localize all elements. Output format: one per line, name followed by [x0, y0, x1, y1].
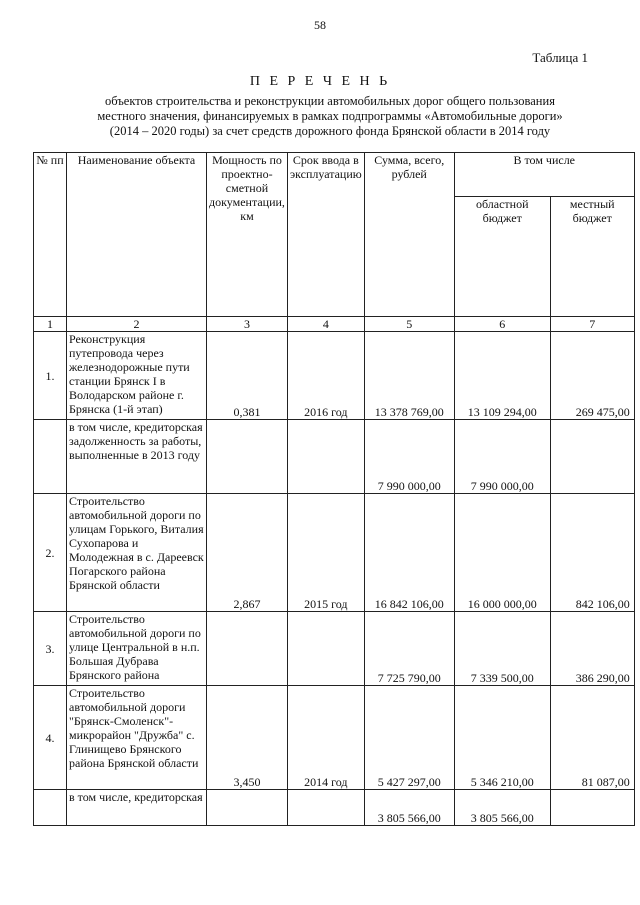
header-num: № пп	[34, 153, 67, 317]
row-name: в том числе, кредиторская задолженность за работы, выполненные в 2013 году	[67, 420, 207, 494]
row-total: 7 990 000,00	[364, 420, 454, 494]
row-local: 269 475,00	[550, 332, 634, 420]
row-local: 386 290,00	[550, 612, 634, 686]
column-index: 3	[207, 317, 288, 332]
row-total: 16 842 106,00	[364, 494, 454, 612]
subtitle-line: местного значения, финансируемых в рамках подпрограммы «Автомобильные дороги»	[97, 109, 563, 123]
row-total: 5 427 297,00	[364, 686, 454, 790]
row-regional: 7 339 500,00	[454, 612, 550, 686]
row-regional: 7 990 000,00	[454, 420, 550, 494]
column-index: 6	[454, 317, 550, 332]
row-name: Реконструкция путепровода через железнодорожные пути станции Брянск I в Володарском районе г. Брянска (1-й этап)	[67, 332, 207, 420]
column-index-row	[34, 317, 635, 332]
row-capacity: 3,450	[207, 686, 288, 790]
row-name: Строительство автомобильной дороги по улице Центральной в н.п. Большая Дубрава Брянского района	[67, 612, 207, 686]
header-capacity: Мощность по проектно-сметной документации, км	[207, 153, 288, 317]
column-index: 1	[34, 317, 67, 332]
row-local: 842 106,00	[550, 494, 634, 612]
row-total: 3 805 566,00	[364, 790, 454, 826]
row-num: 2.	[34, 494, 67, 612]
subtitle-line: объектов строительства и реконструкции автомобильных дорог общего пользования	[105, 94, 555, 108]
subtitle-line: (2014 – 2020 годы) за счет средств дорожного фонда Брянской области в 2014 году	[109, 124, 551, 138]
table-label: Таблица 1	[532, 50, 588, 65]
row-total: 7 725 790,00	[364, 612, 454, 686]
row-term	[287, 420, 364, 494]
column-index: 2	[67, 317, 207, 332]
column-index: 4	[287, 317, 364, 332]
row-total: 13 378 769,00	[364, 332, 454, 420]
row-regional: 16 000 000,00	[454, 494, 550, 612]
table-row	[34, 612, 635, 686]
row-capacity: 2,867	[207, 494, 288, 612]
row-num: 3.	[34, 612, 67, 686]
table-row	[34, 790, 635, 826]
header-local: местный бюджет	[550, 197, 634, 317]
header-including: В том числе	[454, 153, 634, 197]
row-term	[287, 790, 364, 826]
header-total: Сумма, всего, рублей	[364, 153, 454, 317]
table-row	[34, 686, 635, 790]
row-name: Строительство автомобильной дороги "Брянск-Смоленск"-микрорайон "Дружба" с. Глинищево Брянского района Брянской области	[67, 686, 207, 790]
row-num: 4.	[34, 686, 67, 790]
row-num: 1.	[34, 332, 67, 420]
row-name: в том числе, кредиторская	[67, 790, 207, 826]
header-term: Срок ввода в эксплуатацию	[287, 153, 364, 317]
row-num	[34, 420, 67, 494]
row-capacity	[207, 612, 288, 686]
row-term: 2016 год	[287, 332, 364, 420]
row-term: 2015 год	[287, 494, 364, 612]
column-index: 7	[550, 317, 634, 332]
row-regional: 5 346 210,00	[454, 686, 550, 790]
column-index: 5	[364, 317, 454, 332]
row-regional: 13 109 294,00	[454, 332, 550, 420]
objects-table	[33, 152, 635, 826]
table-row	[34, 332, 635, 420]
row-local	[550, 790, 634, 826]
row-name: Строительство автомобильной дороги по улицам Горького, Виталия Сухопарова и Молодежная в с. Дареевск Погарского района Брянской области	[67, 494, 207, 612]
table-row	[34, 420, 635, 494]
page-number: 58	[314, 18, 326, 32]
row-local: 81 087,00	[550, 686, 634, 790]
row-capacity	[207, 420, 288, 494]
row-capacity	[207, 790, 288, 826]
table-row	[34, 494, 635, 612]
document-title: П Е Р Е Ч Е Н Ь	[249, 74, 391, 89]
document-subtitle	[70, 94, 590, 139]
row-regional: 3 805 566,00	[454, 790, 550, 826]
row-term	[287, 612, 364, 686]
row-term: 2014 год	[287, 686, 364, 790]
row-capacity: 0,381	[207, 332, 288, 420]
row-num	[34, 790, 67, 826]
header-regional: областной бюджет	[454, 197, 550, 317]
row-local	[550, 420, 634, 494]
header-name: Наименование объекта	[67, 153, 207, 317]
